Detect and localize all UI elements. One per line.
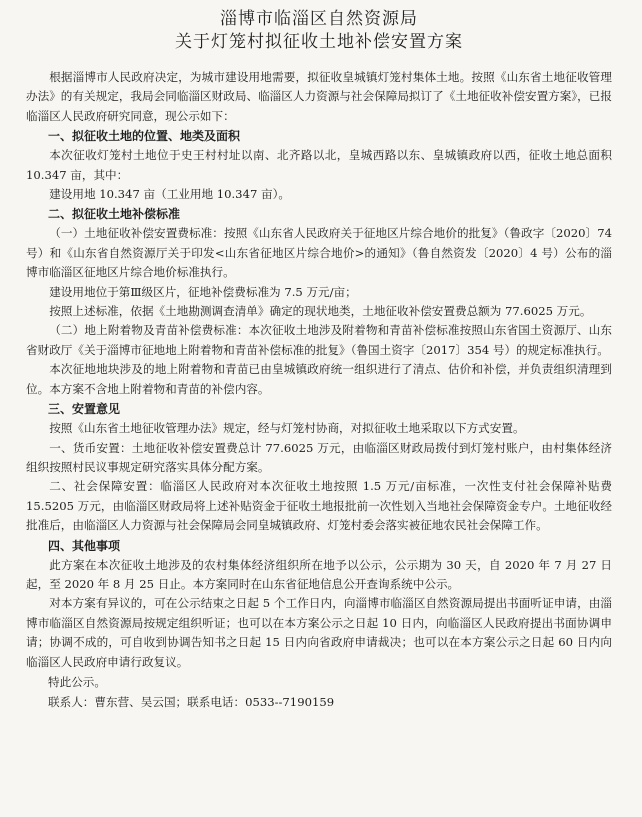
- section-3-paragraph-2: 一、货币安置：土地征收补偿安置费总计 77.6025 万元，由临淄区财政局拨付到灯笼村账户，由村集体经济组织按照村民议事规定研究落实具体分配方案。: [26, 440, 612, 474]
- section-2-paragraph-5: 本次征地地块涉及的地上附着物和青苗已由皇城镇政府统一组织进行了清点、估价和补偿，并负责组织清理到位。本方案不含地上附着物和青苗的补偿内容。: [26, 362, 612, 396]
- section-3-paragraph-3: 二、社会保障安置：临淄区人民政府对本次征收土地按照 1.5 万元/亩标准，一次性支付社会保障补贴费 15.5205 万元，由临淄区财政局将上述补贴资金于征收土地报批前一次性划入当地社会保障资金专户。土地征收经批准后，由临淄区人力资源与社会保障局会同皇城镇政府、灯笼村委会落实被征地农民社会保障工作。: [26, 479, 612, 533]
- contact-info: 联系人：曹东营、吴云国；联系电话：0533--7190159: [48, 694, 335, 709]
- section-4-paragraph-1: 此方案在本次征收土地涉及的农村集体经济组织所在地予以公示，公示期为 30 天，自 2020 年 7 月 27 日起，至 2020 年 8 月 25 日止。本方案同时在山东省征地信息公开查询系统中公示。: [26, 557, 612, 591]
- section-2-paragraph-2: 建设用地位于第Ⅲ级区片，征地补偿费标准为 7.5 万元/亩；: [49, 284, 357, 299]
- section-3-heading: 三、安置意见: [48, 402, 121, 417]
- document-title-line-2: 关于灯笼村拟征收土地补偿安置方案: [175, 32, 463, 52]
- section-1-heading: 一、拟征收土地的位置、地类及面积: [48, 129, 241, 144]
- closing-notice: 特此公示。: [48, 674, 106, 689]
- section-1-paragraph-2: 建设用地 10.347 亩（工业用地 10.347 亩）。: [49, 187, 290, 202]
- section-2-heading: 二、拟征收土地补偿标准: [48, 207, 181, 222]
- section-4-paragraph-2: 对本方案有异议的，可在公示结束之日起 5 个工作日内，向淄博市临淄区自然资源局提出书面听证申请，由淄博市临淄区自然资源局按规定组织听证；也可以在本方案公示之日起 10 日内，向临淄区人民政府提出书面协调申请；协调不成的，可自收到协调告知书之日起 15 日内向省政府申请裁决；也可以在本方案公示之日起 60 日内向临淄区人民政府申请行政复议。: [26, 596, 612, 669]
- section-1-paragraph-1: 本次征收灯笼村土地位于史王村村址以南、北齐路以北，皇城西路以东、皇城镇政府以西，征收土地总面积 10.347 亩，其中：: [26, 148, 612, 182]
- section-2-paragraph-3: 按照上述标准，依据《土地勘测调查清单》确定的现状地类，土地征收补偿安置费总额为 77.6025 万元。: [49, 304, 592, 319]
- document-title-line-1: 淄博市临淄区自然资源局: [220, 9, 418, 29]
- section-2-paragraph-4: （二）地上附着物及青苗补偿费标准：本次征收土地涉及附着物和青苗补偿标准按照山东省国土资源厅、山东省财政厅《关于淄博市征地地上附着物和青苗补偿标准的批复》（鲁国土资字〔2017〕354 号）的规定标准执行。: [26, 323, 612, 357]
- section-4-heading: 四、其他事项: [48, 538, 121, 553]
- section-2-paragraph-1: （一）土地征收补偿安置费标准：按照《山东省人民政府关于征地区片综合地价的批复》（鲁政字〔2020〕74 号）和《山东省自然资源厅关于印发<山东省征地区片综合地价>的通知》（鲁自然资发〔2020〕4 号）公布的淄博市临淄区征地区片综合地价标准执行。: [26, 226, 612, 280]
- intro-paragraph: 根据淄博市人民政府决定，为城市建设用地需要，拟征收皇城镇灯笼村集体土地。按照《山东省土地征收管理办法》的有关规定，我局会同临淄区财政局、临淄区人力资源与社会保障局拟订了《土地征收补偿安置方案》，已报临淄区人民政府研究同意，现公示如下：: [26, 70, 612, 123]
- section-3-paragraph-1: 按照《山东省土地征收管理办法》规定，经与灯笼村协商，对拟征收土地采取以下方式安置。: [49, 421, 525, 436]
